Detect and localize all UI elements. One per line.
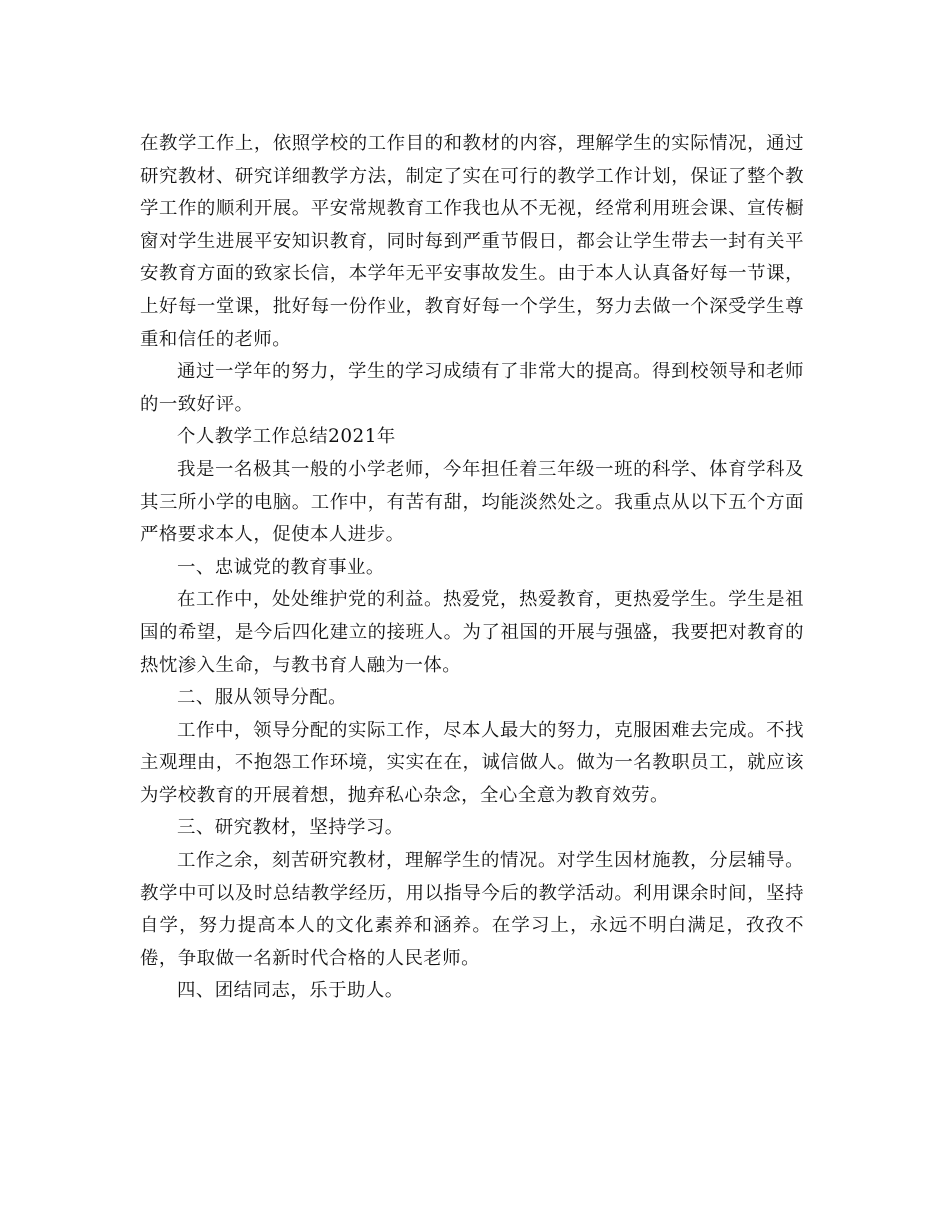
heading-obey-leadership: 二、服从领导分配。: [177, 687, 348, 709]
document-body: [140, 128, 804, 1008]
paragraph-teaching-work: 在教学工作上，依照学校的工作目的和教材的内容，理解学生的实际情况，通过研究教材、研究详细教学方法，制定了实在可行的教学工作计划，保证了整个教学工作的顺利开展。平安常规教育工作我也从不无视，经常利用班会课、宣传橱窗对学生进展平安知识教育，同时每到严重节假日，都会让学生带去一封有关平安教育方面的致家长信，本学年无平安事故发生。由于本人认真备好每一节课，上好每一堂课，批好每一份作业，教育好每一个学生，努力去做一个深受学生尊重和信任的老师。: [140, 133, 804, 350]
paragraph-student-progress: 通过一学年的努力，学生的学习成绩有了非常大的提高。得到校领导和老师的一致好评。: [140, 361, 804, 415]
paragraph-self-introduction: 我是一名极其一般的小学老师，今年担任着三年级一班的科学、体育学科及其三所小学的电脑。工作中，有苦有甜，均能淡然处之。我重点从以下五个方面严格要求本人，促使本人进步。: [140, 458, 804, 546]
section-title: 个人教学工作总结2021年: [177, 426, 396, 448]
heading-study: 三、研究教材，坚持学习。: [177, 817, 404, 839]
heading-loyalty: 一、忠诚党的教育事业。: [177, 556, 385, 578]
heading-unity: 四、团结同志，乐于助人。: [177, 980, 404, 1002]
paragraph-obey-leadership: 工作中，领导分配的实际工作，尽本人最大的努力，克服困难去完成。不找主观理由，不抱怨工作环境，实实在在，诚信做人。做为一名教职员工，就应该为学校教育的开展着想，抛弃私心杂念，全心全意为教育效劳。: [140, 719, 804, 806]
paragraph-loyalty: 在工作中，处处维护党的利益。热爱党，热爱教育，更热爱学生。学生是祖国的希望，是今后四化建立的接班人。为了祖国的开展与强盛，我要把对教育的热忱渗入生命，与教书育人融为一体。: [140, 589, 804, 676]
paragraph-study: 工作之余，刻苦研究教材，理解学生的情况。对学生因材施教，分层辅导。教学中可以及时总结教学经历，用以指导今后的教学活动。利用课余时间，坚持自学，努力提高本人的文化素养和涵养。在学习上，永远不明白满足，孜孜不倦，争取做一名新时代合格的人民老师。: [140, 850, 804, 969]
